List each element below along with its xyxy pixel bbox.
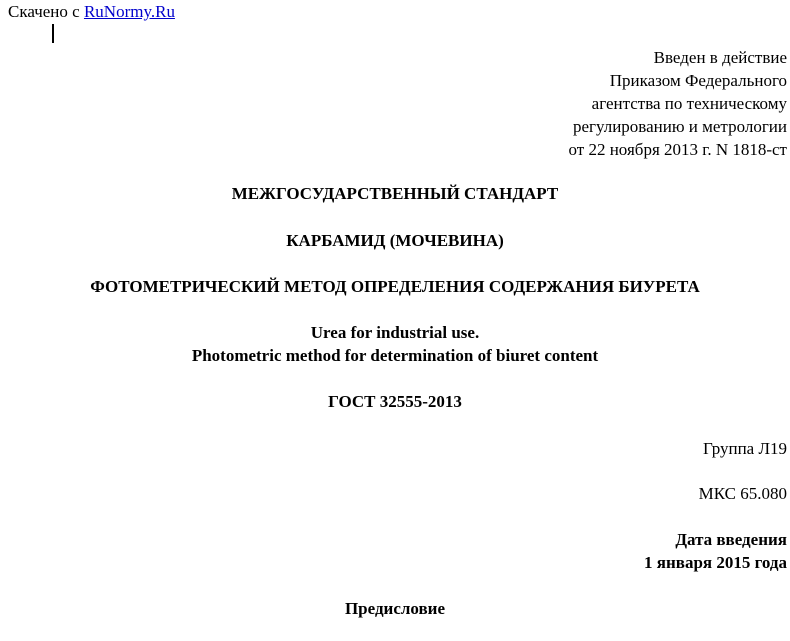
method-heading: ФОТОМЕТРИЧЕСКИЙ МЕТОД ОПРЕДЕЛЕНИЯ СОДЕРЖАНИЯ БИУРЕТА	[90, 277, 700, 296]
english-title-line: Photometric method for determination of biuret content	[191, 346, 599, 365]
enactment-line: агентства по техническому	[591, 94, 787, 113]
introduction-date	[644, 528, 787, 574]
english-title	[0, 321, 790, 367]
english-title-line: Urea for industrial use.	[310, 323, 480, 342]
runormy-link[interactable]: RuNormy.Ru	[83, 2, 175, 21]
enactment-line: Введен в действие	[653, 48, 787, 67]
standard-type-heading: МЕЖГОСУДАРСТВЕННЫЙ СТАНДАРТ	[231, 184, 559, 203]
introduction-date-value: 1 января 2015 года	[644, 553, 787, 572]
enactment-note	[569, 46, 788, 161]
gost-number: ГОСТ 32555-2013	[328, 392, 462, 411]
product-heading: КАРБАМИД (МОЧЕВИНА)	[286, 231, 504, 250]
text-cursor	[52, 24, 54, 43]
mks-code: МКС 65.080	[698, 484, 787, 503]
enactment-line: от 22 ноября 2013 г. N 1818-ст	[568, 140, 787, 159]
enactment-line: регулированию и метрологии	[572, 117, 787, 136]
group-code: Группа Л19	[702, 439, 787, 458]
download-source-line	[8, 0, 175, 23]
enactment-line: Приказом Федерального	[609, 71, 787, 90]
introduction-date-label: Дата введения	[675, 530, 787, 549]
foreword-heading: Предисловие	[344, 599, 446, 618]
download-source-prefix: Скачено с	[8, 2, 84, 21]
